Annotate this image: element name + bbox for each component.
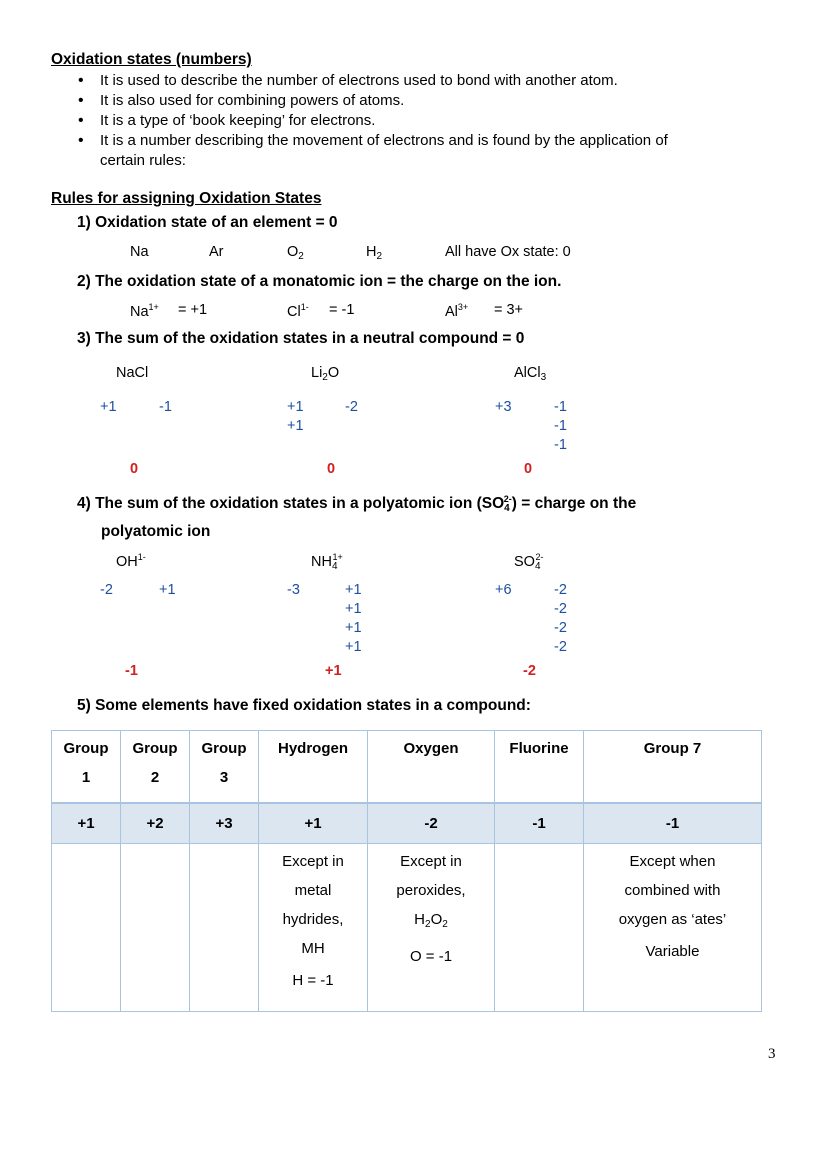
formula-superscript: 1+ <box>148 302 159 312</box>
note-formula-h2o2 <box>368 905 494 939</box>
formula-subscript: 2 <box>298 251 304 262</box>
rule-2-na-ion <box>130 302 159 320</box>
nh4-hydrogen-state: +1 <box>345 582 362 598</box>
header-group-3 <box>190 731 259 804</box>
ion-so4 <box>514 552 544 572</box>
ion-nh4 <box>311 552 343 572</box>
compound-li2o <box>311 365 339 383</box>
rule-3-title: 3) The sum of the oxidation states in a neutral compound = 0 <box>77 330 525 347</box>
note-line: Except when <box>629 853 716 870</box>
rule-2-al-ion <box>445 302 468 320</box>
li2o-positive-state: +1 <box>287 399 304 415</box>
alcl3-negative-state: -1 <box>554 418 567 434</box>
section-heading-oxidation-states: Oxidation states (numbers) <box>51 51 252 68</box>
rule-4-title-part: 4) The sum of the oxidation states in a polyatomic ion (SO <box>77 495 505 512</box>
formula-part: OH <box>116 554 138 570</box>
alcl3-negative-state: -1 <box>554 437 567 453</box>
so4-oxygen-state: -2 <box>554 582 567 598</box>
note-line: MH <box>301 940 325 957</box>
rule-1-note: All have Ox state: 0 <box>445 244 571 260</box>
formula-part: O <box>430 911 443 928</box>
so4-oxygen-state: -2 <box>554 639 567 655</box>
note-oxygen <box>368 844 495 1012</box>
note-hydrogen <box>259 844 368 1012</box>
rule-2-al-value: = 3+ <box>494 302 524 318</box>
formula-superscript: 2- <box>535 552 544 562</box>
nacl-negative-state: -1 <box>159 399 172 415</box>
header-line: Group <box>63 740 109 757</box>
rule-4-title-line2: polyatomic ion <box>101 523 211 540</box>
header-line: Group <box>201 740 247 757</box>
note-line: Except in <box>282 853 344 870</box>
so4-sulfur-state: +6 <box>495 582 512 598</box>
nh4-hydrogen-state: +1 <box>345 620 362 636</box>
oh-hydrogen-state: +1 <box>159 582 176 598</box>
nacl-positive-state: +1 <box>100 399 117 415</box>
bullet-item-continuation <box>78 151 758 171</box>
rule-1-na: Na <box>130 244 149 260</box>
note-line: oxygen as ‘ates’ <box>618 911 727 928</box>
header-fluorine: Fluorine <box>495 731 584 804</box>
formula-part: Li <box>311 365 323 381</box>
note-line: O = -1 <box>409 948 453 965</box>
definition-bullet-list <box>78 71 758 171</box>
formula-superscript: 1- <box>300 302 309 312</box>
rule-5-title: 5) Some elements have fixed oxidation states in a compound: <box>77 697 531 714</box>
formula-part: H <box>366 244 377 260</box>
formula-subscript: 2 <box>322 372 328 383</box>
value-oxygen: -2 <box>368 803 495 844</box>
formula-part: H <box>414 911 426 928</box>
value-group-2: +2 <box>121 803 190 844</box>
formula-part: AlCl <box>514 365 541 381</box>
header-line: 3 <box>219 769 229 786</box>
note-line: hydrides, <box>282 911 344 928</box>
rule-2-cl-value: = -1 <box>329 302 355 318</box>
value-group-3: +3 <box>190 803 259 844</box>
compound-alcl3 <box>514 365 546 383</box>
alcl3-negative-state: -1 <box>554 399 567 415</box>
ion-oh <box>116 552 146 570</box>
header-line: 1 <box>81 769 91 786</box>
rule-1-title: 1) Oxidation state of an element = 0 <box>77 214 338 231</box>
so4-oxygen-state: -2 <box>554 620 567 636</box>
bullet-item: • It is used to describe the number of electrons used to bond with another atom. <box>78 71 758 91</box>
value-group-7: -1 <box>584 803 762 844</box>
formula-subscript: 3 <box>540 372 547 383</box>
formula-part: Na <box>130 304 149 320</box>
header-group-7: Group 7 <box>584 731 762 804</box>
page-number: 3 <box>768 1046 776 1062</box>
so4-sum: -2 <box>523 663 536 679</box>
alcl3-sum: 0 <box>524 461 533 477</box>
compound-nacl: NaCl <box>116 365 149 381</box>
rule-2-title: 2) The oxidation state of a monatomic ion = the charge on the ion. <box>77 273 562 290</box>
formula-subscript: 4 <box>534 561 541 572</box>
rule-2-na-value: = +1 <box>178 302 208 318</box>
bullet-item: • It is a number describing the movement of electrons and is found by the application of <box>78 131 758 151</box>
formula-subscript: 2 <box>425 919 431 930</box>
note-line: H = -1 <box>292 972 334 989</box>
formula-subscript: 4 <box>504 503 510 514</box>
note-line: Variable <box>645 943 700 960</box>
rule-1-o2 <box>287 244 304 262</box>
formula-superscript: 2- <box>503 494 512 504</box>
oh-sum: -1 <box>125 663 138 679</box>
section-heading-rules: Rules for assigning Oxidation States <box>51 190 322 207</box>
oh-oxygen-state: -2 <box>100 582 113 598</box>
note-group-1 <box>52 844 121 1012</box>
formula-part: Al <box>445 304 458 320</box>
li2o-negative-state: -2 <box>345 399 358 415</box>
formula-subscript: 2 <box>376 251 383 262</box>
alcl3-positive-state: +3 <box>495 399 512 415</box>
formula-part: Cl <box>287 304 301 320</box>
table-notes-row <box>52 844 762 1012</box>
nh4-hydrogen-state: +1 <box>345 601 362 617</box>
note-line: combined with <box>624 882 721 899</box>
value-fluorine: -1 <box>495 803 584 844</box>
table-header-row <box>52 731 762 804</box>
note-group-2 <box>121 844 190 1012</box>
nh4-nitrogen-state: -3 <box>287 582 300 598</box>
header-line: 2 <box>150 769 160 786</box>
note-line: Except in <box>400 853 462 870</box>
header-group-2 <box>121 731 190 804</box>
nh4-sum: +1 <box>325 663 342 679</box>
so4-oxygen-state: -2 <box>554 601 567 617</box>
formula-superscript: 1+ <box>332 552 343 562</box>
rule-1-h2 <box>366 244 382 262</box>
rule-2-cl-ion <box>287 302 309 320</box>
header-group-1 <box>52 731 121 804</box>
bullet-item: • It is a type of ‘book keeping’ for electrons. <box>78 111 758 131</box>
header-line: Group <box>132 740 178 757</box>
value-hydrogen: +1 <box>259 803 368 844</box>
bullet-continuation-text: certain rules: <box>100 152 186 169</box>
note-fluorine <box>495 844 584 1012</box>
formula-subscript: 4 <box>331 561 338 572</box>
rule-1-ar: Ar <box>209 244 224 260</box>
formula-part: SO <box>514 554 535 570</box>
formula-subscript: 2 <box>442 919 448 930</box>
formula-superscript: 1- <box>137 552 146 562</box>
value-group-1: +1 <box>52 803 121 844</box>
note-line: metal <box>294 882 332 899</box>
note-group-3 <box>190 844 259 1012</box>
table-values-row <box>52 803 762 844</box>
formula-superscript: 3+ <box>457 302 469 312</box>
nh4-hydrogen-state: +1 <box>345 639 362 655</box>
fixed-oxidation-states-table <box>51 730 762 1012</box>
formula-part: O <box>327 365 340 381</box>
rule-4-title <box>77 494 636 514</box>
header-oxygen: Oxygen <box>368 731 495 804</box>
nacl-sum: 0 <box>130 461 139 477</box>
li2o-positive-state: +1 <box>287 418 304 434</box>
rule-4-title-part: ) = charge on the <box>511 495 637 512</box>
formula-part: NH <box>311 554 332 570</box>
li2o-sum: 0 <box>327 461 336 477</box>
formula-part: O <box>287 244 299 260</box>
note-group-7 <box>584 844 762 1012</box>
header-hydrogen: Hydrogen <box>259 731 368 804</box>
note-line: peroxides, <box>396 882 466 899</box>
bullet-item: • It is also used for combining powers of atoms. <box>78 91 758 111</box>
